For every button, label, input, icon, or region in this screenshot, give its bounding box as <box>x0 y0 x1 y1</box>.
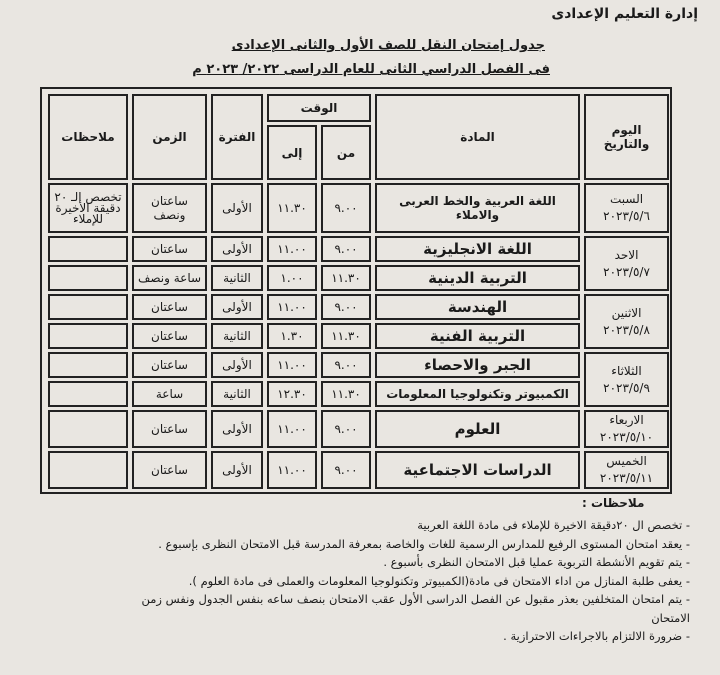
time-to-cell: ١.٠٠ <box>267 265 317 291</box>
time-to-cell: ١.٣٠ <box>267 323 317 349</box>
header-to: إلى <box>267 125 317 180</box>
period-cell: الثانية <box>211 323 263 349</box>
note-cell <box>48 410 128 448</box>
note-cell <box>48 265 128 291</box>
table-row <box>48 352 669 378</box>
note-item: - يعقد امتحان المستوى الرفيع للمدارس الرسمية للغات والخاصة بمعرفة المدرسة قبل الامتحان النظرى بإسبوع . <box>158 536 690 551</box>
header-time: الوقت <box>267 94 371 122</box>
day-date: ٢٠٢٣/٥/٨ <box>603 322 650 337</box>
time-from-cell: ١١.٣٠ <box>321 381 371 407</box>
table-row <box>48 265 669 291</box>
note-cell <box>48 236 128 262</box>
day-name: السبت <box>609 192 644 206</box>
time-from-cell: ٩.٠٠ <box>321 183 371 233</box>
day-date: ٢٠٢٣/٥/٧ <box>603 264 650 279</box>
period-cell: الأولى <box>211 183 263 233</box>
period-cell: الثانية <box>211 265 263 291</box>
table-row <box>48 381 669 407</box>
day-cell <box>584 352 669 407</box>
header-notes: ملاحظات <box>48 94 128 180</box>
header-period: الفترة <box>211 94 263 180</box>
duration-cell: ساعة <box>132 381 207 407</box>
header-day: اليوم والتاريخ <box>584 94 669 180</box>
notes-list <box>22 516 690 646</box>
day-cell <box>584 410 669 448</box>
period-cell: الأولى <box>211 451 263 489</box>
period-cell: الأولى <box>211 352 263 378</box>
note-item: - يعفى طلبة المنازل من اداء الامتحان فى مادة(الكمبيوتر وتكنولوجيا المعلومات والعملى فى مادة العلوم ). <box>188 573 690 588</box>
subject-cell: العلوم <box>375 410 580 448</box>
period-cell: الأولى <box>211 294 263 320</box>
note-cell: تخصص الـ ٢٠ دقيقة الأخيرة للإملاء <box>48 183 128 233</box>
document-title: جدول إمتحان النقل للصف الأول والثانى الإعدادى <box>231 38 545 53</box>
time-to-cell: ١١.٠٠ <box>267 236 317 262</box>
document-subtitle: فى الفصل الدراسي الثانى للعام الدراسى ٢٠٢٢/ ٢٠٢٣ م <box>192 62 550 77</box>
subject-cell: الكمبيوتر وتكنولوجيا المعلومات <box>375 381 580 407</box>
subject-cell: الهندسة <box>375 294 580 320</box>
duration-cell: ساعتان ونصف <box>132 183 207 233</box>
duration-cell: ساعتان <box>132 294 207 320</box>
time-from-cell: ٩.٠٠ <box>321 352 371 378</box>
note-item: - يتم امتحان المتخلفين بعذر مقبول عن الفصل الدراسى الأول عقب الامتحان بنصف ساعه بنفس الجدول ونفس زمن <box>141 592 690 606</box>
note-item: - يتم تقويم الأنشطة التربوية عمليا قبل الامتحان النظرى بأسبوع . <box>383 555 690 569</box>
day-name: الاثنين <box>611 305 642 320</box>
day-cell <box>584 236 669 291</box>
schedule-table <box>44 91 673 492</box>
time-to-cell: ١١.٠٠ <box>267 352 317 378</box>
note-cell <box>48 381 128 407</box>
note-cell <box>48 294 128 320</box>
duration-cell: ساعتان <box>132 451 207 489</box>
note-cell <box>48 451 128 489</box>
time-from-cell: ٩.٠٠ <box>321 236 371 262</box>
subject-cell: التربية الفنية <box>375 323 580 349</box>
duration-cell: ساعتان <box>132 410 207 448</box>
table-row <box>48 236 669 262</box>
subject-cell: الجبر والاحصاء <box>375 352 580 378</box>
time-to-cell: ١١.٠٠ <box>267 294 317 320</box>
time-to-cell: ١١.٣٠ <box>267 183 317 233</box>
day-date: ٢٠٢٣/٥/٦ <box>603 209 650 223</box>
note-item: - تخصص ال ٢٠دقيقة الاخيرة للإملاء فى مادة اللغة العربية <box>417 518 690 532</box>
time-to-cell: ١١.٠٠ <box>267 410 317 448</box>
time-to-cell: ١٢.٣٠ <box>267 381 317 407</box>
subject-cell: اللغة العربية والخط العربى والاملاء <box>375 183 580 233</box>
note-cell <box>48 352 128 378</box>
subject-cell: التربية الدينية <box>375 265 580 291</box>
header-from: من <box>321 125 371 180</box>
duration-cell: ساعة ونصف <box>132 265 207 291</box>
notes-heading: ملاحظات : <box>582 496 645 510</box>
day-cell <box>584 183 669 233</box>
note-item: الامتحان <box>651 610 690 625</box>
day-name: الخميس <box>606 454 647 468</box>
administration-name: إدارة التعليم الإعدادى <box>551 6 698 22</box>
note-item: - ضرورة الالتزام بالاجراءات الاحترازية . <box>503 629 690 643</box>
table-row <box>48 410 669 448</box>
header-subject: المادة <box>375 94 580 180</box>
table-row <box>48 323 669 349</box>
day-date: ٢٠٢٣/٥/١٠ <box>599 430 654 444</box>
day-cell <box>584 294 669 349</box>
time-from-cell: ٩.٠٠ <box>321 410 371 448</box>
duration-cell: ساعتان <box>132 352 207 378</box>
time-from-cell: ٩.٠٠ <box>321 294 371 320</box>
day-date: ٢٠٢٣/٥/٩ <box>603 380 650 395</box>
table-row <box>48 451 669 489</box>
day-name: الثلاثاء <box>611 363 642 378</box>
table-row <box>48 183 669 233</box>
note-cell <box>48 323 128 349</box>
period-cell: الأولى <box>211 236 263 262</box>
period-cell: الثانية <box>211 381 263 407</box>
period-cell: الأولى <box>211 410 263 448</box>
time-to-cell: ١١.٠٠ <box>267 451 317 489</box>
day-date: ٢٠٢٣/٥/١١ <box>599 471 654 485</box>
duration-cell: ساعتان <box>132 236 207 262</box>
time-from-cell: ١١.٣٠ <box>321 265 371 291</box>
table-row <box>48 294 669 320</box>
subject-cell: اللغة الانجليزية <box>375 236 580 262</box>
header-duration: الزمن <box>132 94 207 180</box>
day-name: الاربعاء <box>609 413 644 427</box>
day-cell <box>584 451 669 489</box>
day-name: الاحد <box>614 247 639 262</box>
time-from-cell: ٩.٠٠ <box>321 451 371 489</box>
time-from-cell: ١١.٣٠ <box>321 323 371 349</box>
duration-cell: ساعتان <box>132 323 207 349</box>
subject-cell: الدراسات الاجتماعية <box>375 451 580 489</box>
